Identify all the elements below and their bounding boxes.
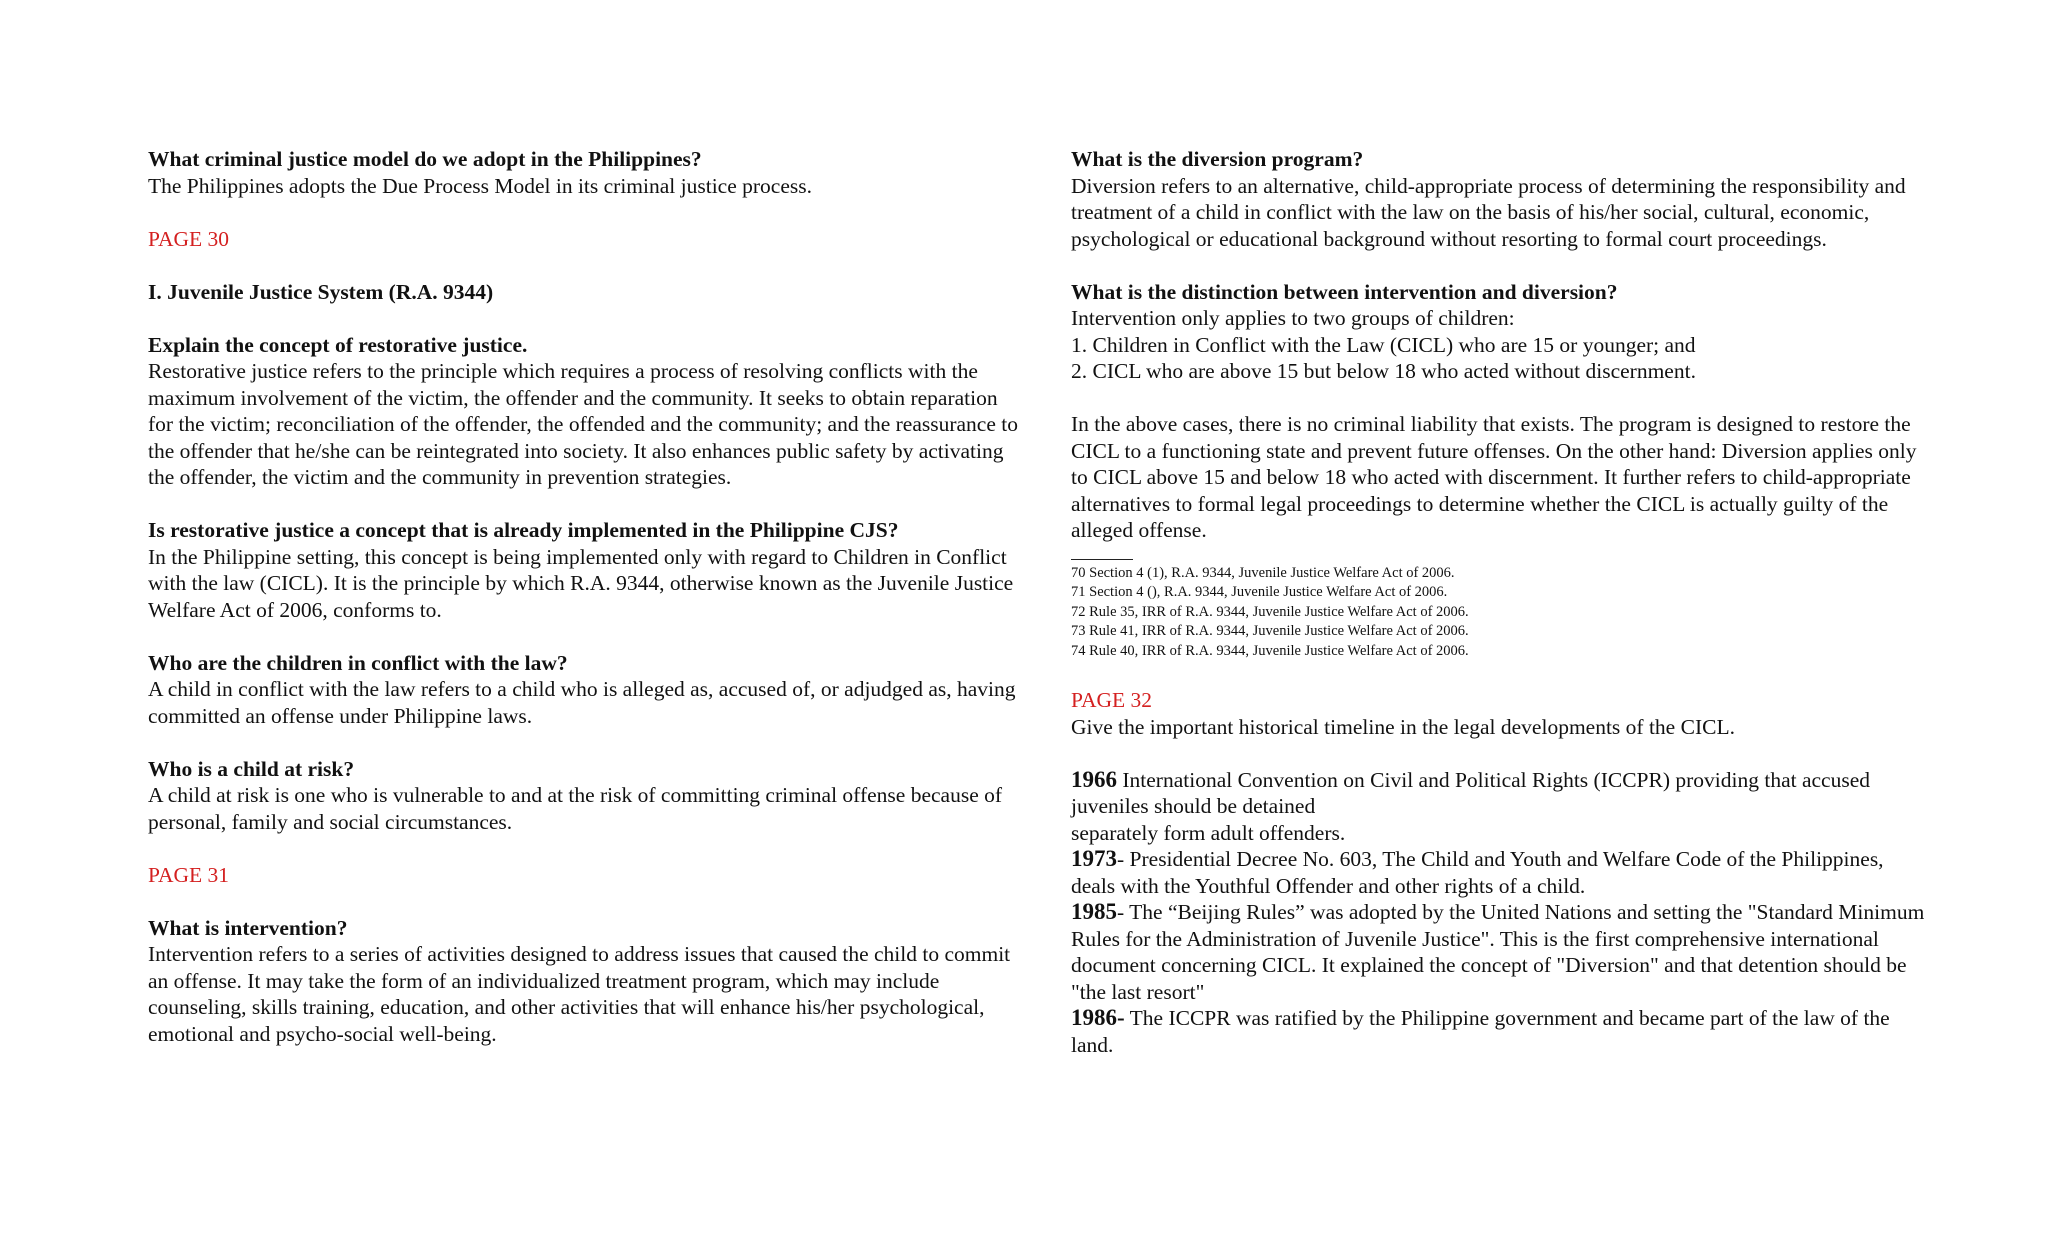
footnote-divider <box>1071 559 1133 560</box>
left-column <box>148 146 1018 1074</box>
footnote-74: 74 Rule 40, IRR of R.A. 9344, Juvenile Justice Welfare Act of 2006. <box>1071 642 1469 659</box>
timeline-prompt: Give the important historical timeline in the legal developments of the CICL. <box>1071 714 1735 739</box>
answer-text: A child in conflict with the law refers to a child who is alleged as, accused of, or adjudged as, having committed an offense under Philippine laws. <box>148 677 1016 728</box>
section-heading: I. Juvenile Justice System (R.A. 9344) <box>148 279 494 304</box>
question-heading: Who is a child at risk? <box>148 756 355 781</box>
qa-child-at-risk <box>148 756 1018 836</box>
page-label-30: PAGE 30 <box>148 226 230 251</box>
timeline-entry-1966-cont: separately form adult offenders. <box>1071 820 1346 845</box>
answer-text: Diversion refers to an alternative, child-appropriate process of determining the responsibility and treatment of a child in conflict with the law on the basis of his/her social, cultural, economic, psychological or educational background without resorting to formal court proceedings. <box>1071 173 1906 251</box>
footnote-72: 72 Rule 35, IRR of R.A. 9344, Juvenile Justice Welfare Act of 2006. <box>1071 603 1469 620</box>
qa-restorative-justice-implemented <box>148 517 1018 623</box>
list-item: 2. CICL who are above 15 but below 18 who acted without discernment. <box>1071 359 1696 383</box>
timeline-text: The ICCPR was ratified by the Philippine government and became part of the law of the land. <box>1071 1006 1890 1057</box>
answer-intro: Intervention only applies to two groups of children: <box>1071 306 1515 330</box>
qa-restorative-justice <box>148 332 1018 491</box>
qa-intervention-vs-diversion <box>1071 279 1931 385</box>
timeline-prompt-wrap <box>1071 714 1931 741</box>
footnotes <box>1071 564 1931 662</box>
timeline-entry-1966 <box>1071 767 1931 820</box>
footnote-73: 73 Rule 41, IRR of R.A. 9344, Juvenile Justice Welfare Act of 2006. <box>1071 623 1469 639</box>
timeline-entry-1973 <box>1071 846 1931 899</box>
timeline-entry-1986 <box>1071 1005 1931 1058</box>
timeline-entry-1985 <box>1071 899 1931 1005</box>
question-heading: What is intervention? <box>148 915 348 940</box>
timeline <box>1071 767 1931 1059</box>
answer-paragraph: In the above cases, there is no criminal liability that exists. The program is designed to restore the CICL to a functioning state and prevent future offenses. On the other hand: Diversion applies only to CICL above 15 and below 18 who acted with discernment. It further refers to child-appropriate alternatives to formal legal proceedings to determine whether the CICL is actually guilty of the alleged offense. <box>1071 412 1917 542</box>
footnote-70: 70 Section 4 (1), R.A. 9344, Juvenile Justice Welfare Act of 2006. <box>1071 564 1455 581</box>
timeline-year: 1985 <box>1071 899 1117 924</box>
section-heading-wrap <box>148 279 1018 306</box>
qa-criminal-justice-model <box>148 146 1018 199</box>
timeline-text: - Presidential Decree No. 603, The Child and Youth and Welfare Code of the Philippines, deals with the Youthful Offender and other rights of a child. <box>1071 847 1884 898</box>
qa-children-in-conflict <box>148 650 1018 730</box>
timeline-year: 1973 <box>1071 846 1117 871</box>
list-item: 1. Children in Conflict with the Law (CICL) who are 15 or younger; and <box>1071 332 1696 357</box>
answer-paragraph-wrap <box>1071 411 1931 544</box>
question-heading: Who are the children in conflict with the law? <box>148 650 568 675</box>
answer-text: Restorative justice refers to the principle which requires a process of resolving conflicts with the maximum involvement of the victim, the offender and the community. It seeks to obtain reparation for the victim; reconciliation of the offender, the offended and the community; and the reassurance to the offender that he/she can be reintegrated into society. It also enhances public safety by activating the offender, the victim and the community in prevention strategies. <box>148 359 1018 489</box>
answer-text: Intervention refers to a series of activities designed to address issues that caused the child to commit an offense. It may take the form of an individualized treatment program, which may include counseling, skills training, education, and other activities that will enhance his/her psychological, emotional and psycho-social well-being. <box>148 942 1011 1046</box>
question-heading: What is the distinction between intervention and diversion? <box>1071 279 1618 304</box>
page-label-31-wrap <box>148 862 1018 889</box>
page-label-31: PAGE 31 <box>148 862 230 887</box>
answer-text: In the Philippine setting, this concept is being implemented only with regard to Children in Conflict with the law (CICL). It is the principle by which R.A. 9344, otherwise known as the Juvenile Justice Welfare Act of 2006, conforms to. <box>148 544 1014 622</box>
qa-intervention <box>148 915 1018 1048</box>
answer-text: A child at risk is one who is vulnerable to and at the risk of committing criminal offense because of personal, family and social circumstances. <box>148 783 1003 834</box>
question-heading: Is restorative justice a concept that is already implemented in the Philippine CJS? <box>148 518 899 542</box>
page-label-30-wrap <box>148 226 1018 253</box>
question-heading: Explain the concept of restorative justice. <box>148 332 528 357</box>
right-column <box>1071 146 1931 1085</box>
question-heading: What is the diversion program? <box>1071 147 1364 171</box>
timeline-year: 1966 <box>1071 766 1117 792</box>
question-heading: What criminal justice model do we adopt in the Philippines? <box>148 147 702 171</box>
answer-text: The Philippines adopts the Due Process Model in its criminal justice process. <box>148 173 813 198</box>
timeline-text: International Convention on Civil and Political Rights (ICCPR) providing that accused juveniles should be detained <box>1071 767 1871 818</box>
footnote-71: 71 Section 4 (), R.A. 9344, Juvenile Justice Welfare Act of 2006. <box>1071 584 1448 600</box>
qa-diversion-program <box>1071 146 1931 252</box>
page-label-32: PAGE 32 <box>1071 688 1153 712</box>
timeline-text: - The “Beijing Rules” was adopted by the United Nations and setting the "Standard Minimum Rules for the Administration of Juvenile Justice". This is the first comprehensive international document concerning CICL. It explained the concept of "Diversion" and that detention should be "the last resort" <box>1071 900 1925 1004</box>
timeline-year: 1986- <box>1071 1005 1125 1030</box>
